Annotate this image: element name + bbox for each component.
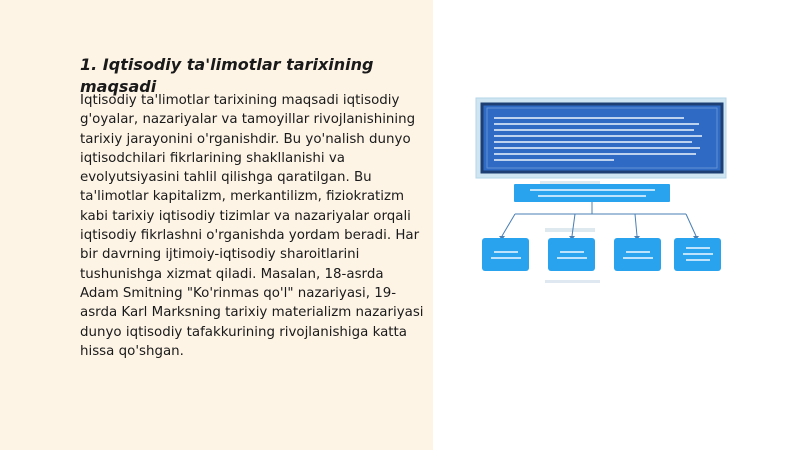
slide-title: 1. Iqtisodiy ta'limotlar tarixining maqsadi: [80, 55, 374, 96]
image-panel-background: [433, 0, 800, 450]
slide-body-text: Iqtisodiy ta'limotlar tarixining maqsadi iqtisodiy g'oyalar, nazariyalar va tamoyillar rivojlanishining tarixiy jarayonini o'rganishdir. Bu yo'nalish dunyo iqtisodchilari fikrlarining shakllanishi va evolyutsiyasini tahlil qilishga qaratilgan. Bu ta'limotlar kapitalizm, merkantilizm, fiziokratizm kabi tarixiy iqtisodiy tizimlar va nazariyalar orqali iqtisodiy fikrlashni o'rganishda yordam beradi. Har bir davrning ijtimoiy-iqtisodiy sharoitlarini tushunishga xizmat qiladi. Masalan, 18-asrda Adam Smitning "Ko'rinmas qo'l" nazariyasi, 19-asrda Karl Marksning tarixiy materializm nazariyasi dunyo iqtisodiy tafakkurining rivojlanishiga katta hissa qo'shgan.: [80, 93, 424, 359]
